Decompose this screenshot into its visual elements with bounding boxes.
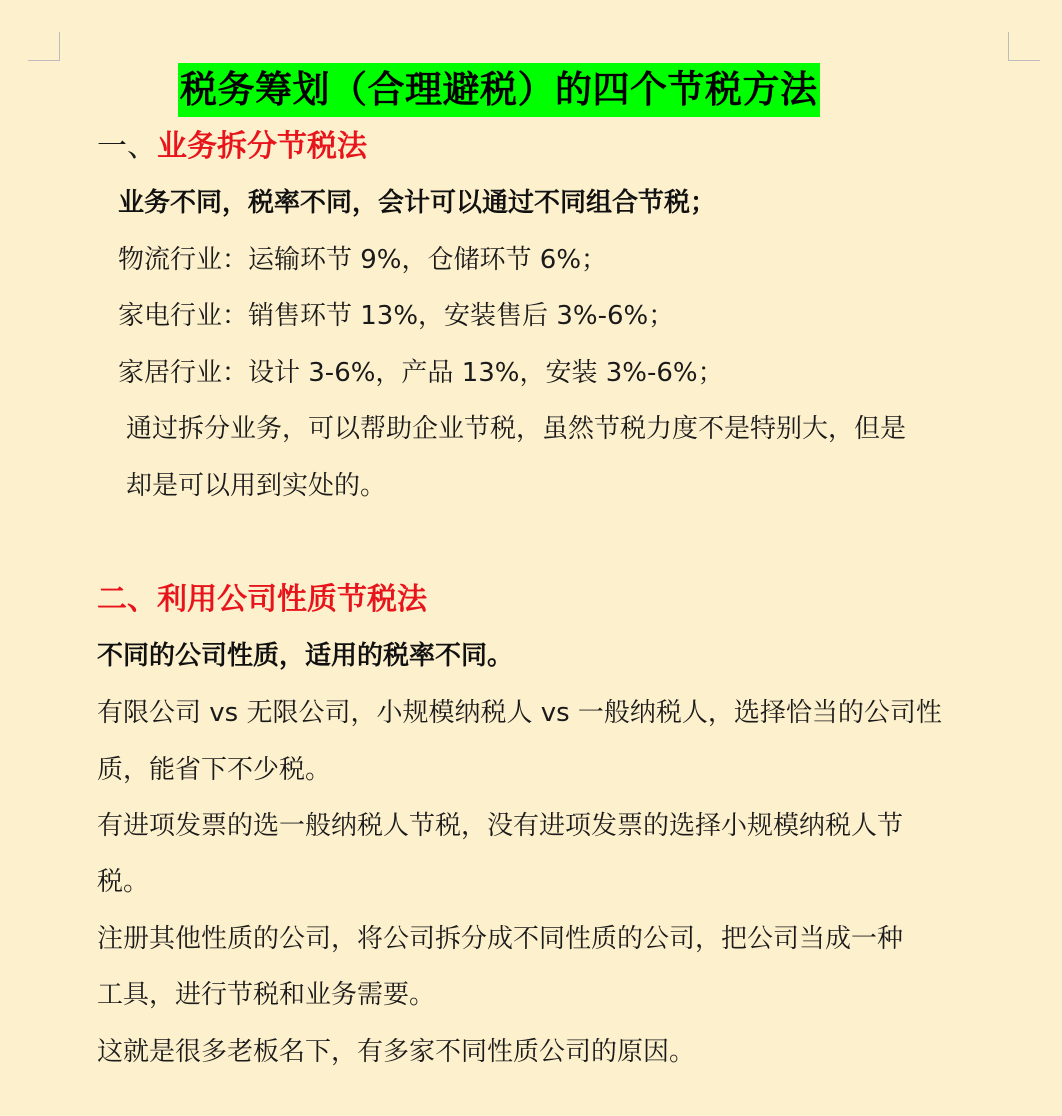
section2-paragraph-line: 有限公司 vs 无限公司，小规模纳税人 vs 一般纳税人，选择恰当的公司性 (97, 698, 942, 728)
section2-paragraph-line: 注册其他性质的公司，将公司拆分成不同性质的公司，把公司当成一种 (97, 924, 904, 954)
section1-heading-text: 业务拆分节税法 (157, 129, 367, 164)
section1-paragraph-line: 却是可以用到实处的。 (126, 471, 387, 501)
section2-paragraph-line: 工具，进行节税和业务需要。 (97, 980, 436, 1010)
list-item: 家居行业：设计 3-6%，产品 13%，安装 3%-6%； (118, 358, 724, 388)
section1-lead: 业务不同，税率不同，会计可以通过不同组合节税； (118, 188, 717, 218)
section1-paragraph-line: 通过拆分业务，可以帮助企业节税，虽然节税力度不是特别大，但是 (126, 414, 907, 444)
section1-heading (97, 127, 367, 167)
section2-paragraph-line: 质，能省下不少税。 (97, 755, 332, 785)
section2-paragraph-line: 有进项发票的选一般纳税人节税，没有进项发票的选择小规模纳税人节 (97, 811, 904, 841)
section2-lead: 不同的公司性质，适用的税率不同。 (97, 641, 514, 671)
section1-prefix: 一、 (97, 129, 157, 164)
list-item: 家电行业：销售环节 13%，安装售后 3%-6%； (118, 301, 675, 331)
section2-heading: 二、利用公司性质节税法 (97, 582, 427, 617)
crop-mark-top-left (28, 32, 60, 61)
crop-mark-top-right (1008, 32, 1040, 61)
document-title: 税务筹划（合理避税）的四个节税方法 (178, 63, 820, 117)
list-item: 物流行业：运输环节 9%，仓储环节 6%； (118, 245, 608, 275)
section2-paragraph-line: 税。 (97, 867, 150, 897)
section2-paragraph-line: 这就是很多老板名下，有多家不同性质公司的原因。 (97, 1037, 696, 1067)
